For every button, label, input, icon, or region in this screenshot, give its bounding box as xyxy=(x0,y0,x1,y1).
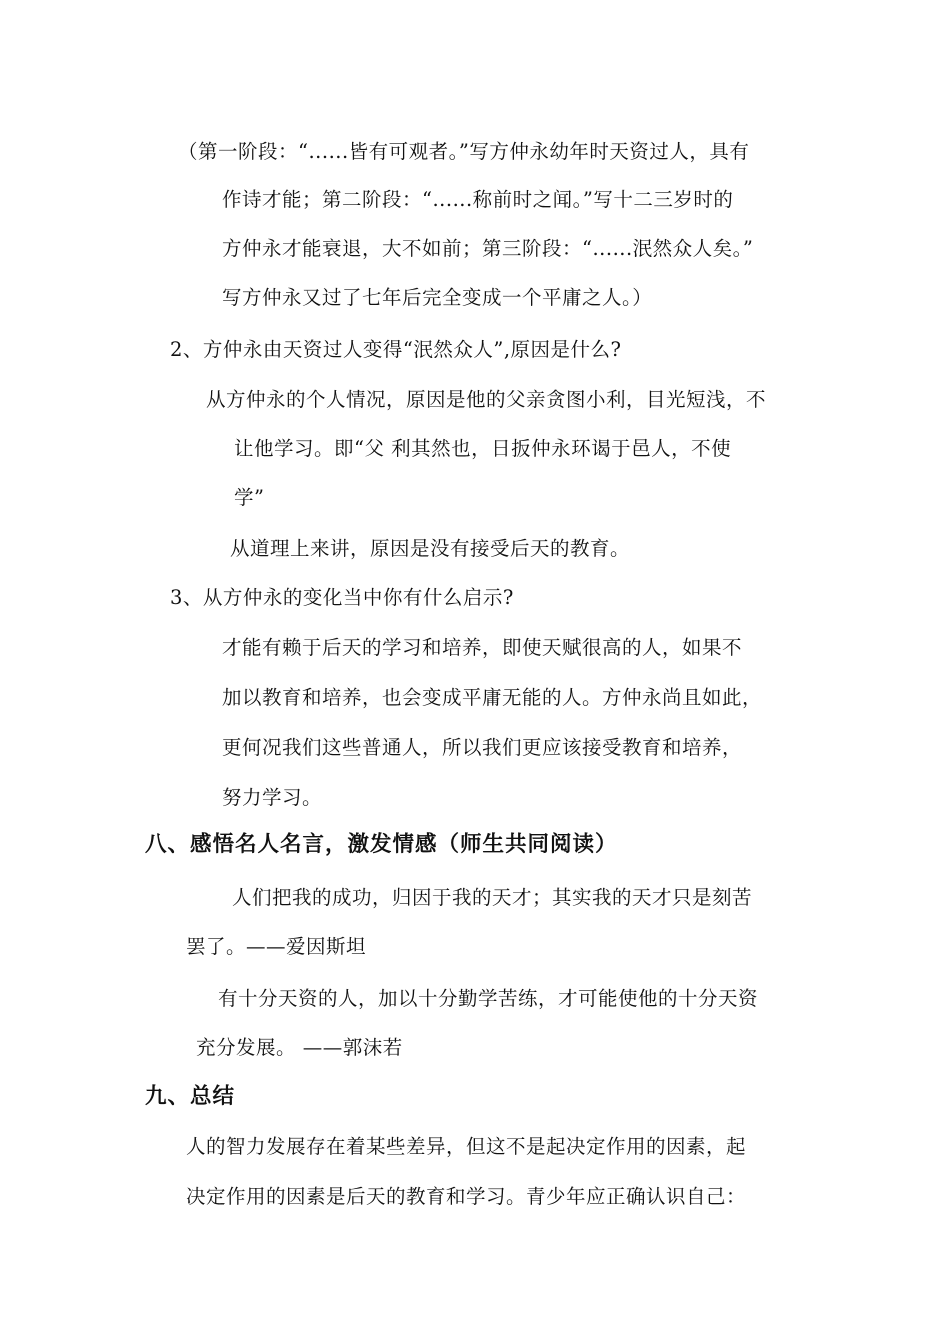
stage-note-line-1: （第一阶段：“......皆有可观者。”写方仲永幼年时天资过人，具有 xyxy=(178,140,750,163)
question-2-answer-line-2: 让他学习。即“父 利其然也，日扳仲永环谒于邑人，不使 xyxy=(234,437,732,460)
question-3-answer-line-3: 更何况我们这些普通人，所以我们更应该接受教育和培养， xyxy=(222,736,743,759)
question-2-answer-reason: 从道理上来讲，原因是没有接受后天的教育。 xyxy=(230,537,631,560)
question-3-answer-line-4: 努力学习。 xyxy=(222,786,323,809)
quote-guomoruo-line-1: 有十分天资的人，加以十分勤学苦练，才可能使他的十分天资 xyxy=(218,987,759,1010)
section-8-heading: 八、感悟名人名言，激发情感（师生共同阅读） xyxy=(145,832,618,857)
summary-line-2: 决定作用的因素是后天的教育和学习。青少年应正确认识自己： xyxy=(186,1185,747,1208)
section-9-heading: 九、总结 xyxy=(145,1084,236,1109)
stage-note-line-3: 方仲永才能衰退，大不如前；第三阶段：“......泯然众人矣。” xyxy=(222,237,754,260)
quote-einstein-line-1: 人们把我的成功，归因于我的天才；其实我的天才只是刻苦 xyxy=(232,886,753,909)
question-3-answer-line-1: 才能有赖于后天的学习和培养，即使天赋很高的人，如果不 xyxy=(222,636,743,659)
question-3-title: 3、从方仲永的变化当中你有什么启示? xyxy=(170,586,514,609)
quote-guomoruo-line-2: 充分发展。 ——郭沫若 xyxy=(196,1036,403,1059)
question-3-answer-line-2: 加以教育和培养，也会变成平庸无能的人。方仲永尚且如此， xyxy=(222,686,763,709)
stage-note-line-2: 作诗才能；第二阶段：“......称前时之闻。”写十二三岁时的 xyxy=(222,188,734,211)
question-2-answer-line-3: 学” xyxy=(234,486,265,509)
quote-einstein-line-2: 罢了。——爱因斯坦 xyxy=(186,935,367,958)
summary-line-1: 人的智力发展存在着某些差异，但这不是起决定作用的因素，起 xyxy=(186,1135,747,1158)
stage-note-line-4: 写方仲永又过了七年后完全变成一个平庸之人。） xyxy=(222,286,653,309)
question-2-title: 2、方仲永由天资过人变得“泯然众人”,原因是什么? xyxy=(170,338,622,361)
question-2-answer-line-1: 从方仲永的个人情况，原因是他的父亲贪图小利，目光短浅，不 xyxy=(206,388,767,411)
